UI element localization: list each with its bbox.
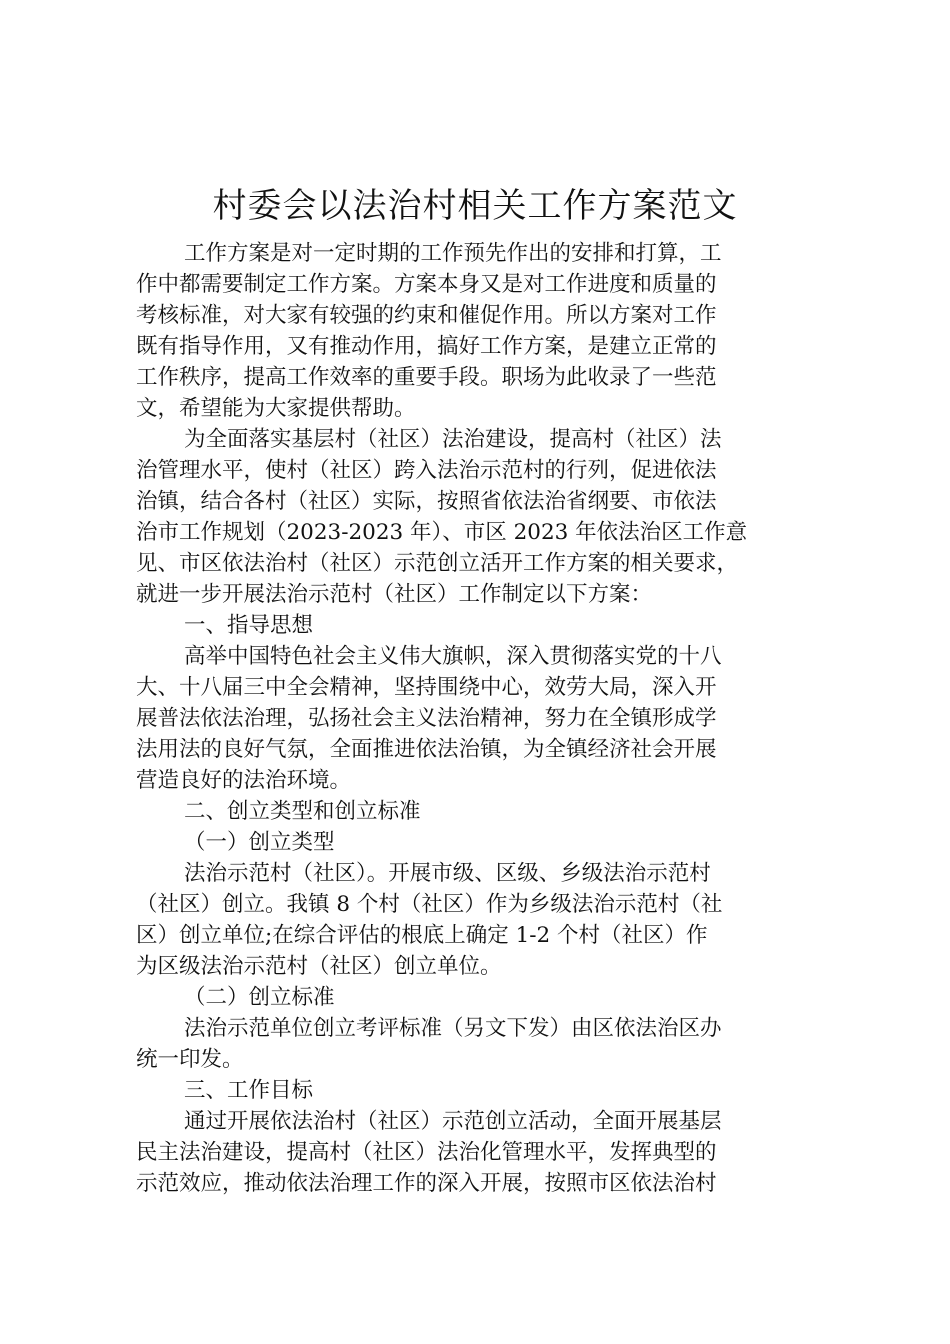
text-line: 考核标准，对大家有较强的约束和催促作用。所以方案对工作 — [136, 303, 717, 328]
text-line: 为全面落实基层村（社区）法治建设，提高村（社区）法 — [184, 427, 722, 452]
text-line: 一、指导思想 — [184, 613, 314, 638]
text-line: 治镇，结合各村（社区）实际，按照省依法治省纲要、市依法 — [136, 489, 717, 514]
text-line: 高举中国特色社会主义伟大旗帜，深入贯彻落实党的十八 — [184, 644, 722, 669]
text-line: 示范效应，推动依法治理工作的深入开展，按照市区依法治村 — [136, 1171, 717, 1196]
text-line: 区）创立单位;在综合评估的根底上确定 1-2 个村（社区）作 — [136, 923, 708, 948]
text-line: 法用法的良好气氛，全面推进依法治镇，为全镇经济社会开展 — [136, 737, 717, 762]
text-line: 文，希望能为大家提供帮助。 — [136, 396, 416, 421]
text-line: 见、市区依法治村（社区）示范创立活开工作方案的相关要求， — [136, 551, 739, 576]
text-line: 统一印发。 — [136, 1047, 244, 1072]
text-line: 为区级法治示范村（社区）创立单位。 — [136, 954, 502, 979]
text-line: （一）创立类型 — [184, 830, 335, 855]
text-line: 就进一步开展法治示范村（社区）工作制定以下方案： — [136, 582, 653, 607]
text-line: 工作秩序，提高工作效率的重要手段。职场为此收录了一些范 — [136, 365, 717, 390]
text-line: 治管理水平，使村（社区）跨入法治示范村的行列，促进依法 — [136, 458, 717, 483]
text-line: 营造良好的法治环境。 — [136, 768, 352, 793]
text-line: 通过开展依法治村（社区）示范创立活动，全面开展基层 — [184, 1109, 722, 1134]
document-title: 村委会以法治村相关工作方案范文 — [212, 186, 738, 226]
text-line: 作中都需要制定工作方案。方案本身又是对工作进度和质量的 — [136, 272, 717, 297]
document-body — [136, 238, 824, 1199]
text-line: 展普法依法治理，弘扬社会主义法治精神，努力在全镇形成学 — [136, 706, 717, 731]
text-line: 法治示范村（社区）。开展市级、区级、乡级法治示范村 — [184, 861, 711, 886]
text-line: 法治示范单位创立考评标准（另文下发）由区依法治区办 — [184, 1016, 722, 1041]
text-line: 三、工作目标 — [184, 1078, 314, 1103]
text-line: 既有指导作用，又有推动作用，搞好工作方案，是建立正常的 — [136, 334, 717, 359]
text-line: （二）创立标准 — [184, 985, 335, 1010]
text-line: 民主法治建设，提高村（社区）法治化管理水平，发挥典型的 — [136, 1140, 717, 1165]
text-line: 工作方案是对一定时期的工作预先作出的安排和打算，工 — [184, 241, 722, 266]
text-line: （社区）创立。我镇 8 个村（社区）作为乡级法治示范村（社 — [136, 892, 723, 917]
text-line: 大、十八届三中全会精神，坚持围绕中心，效劳大局，深入开 — [136, 675, 717, 700]
text-line: 二、创立类型和创立标准 — [184, 799, 421, 824]
text-line: 治市工作规划（2023-2023 年）、市区 2023 年依法治区工作意 — [136, 520, 748, 545]
